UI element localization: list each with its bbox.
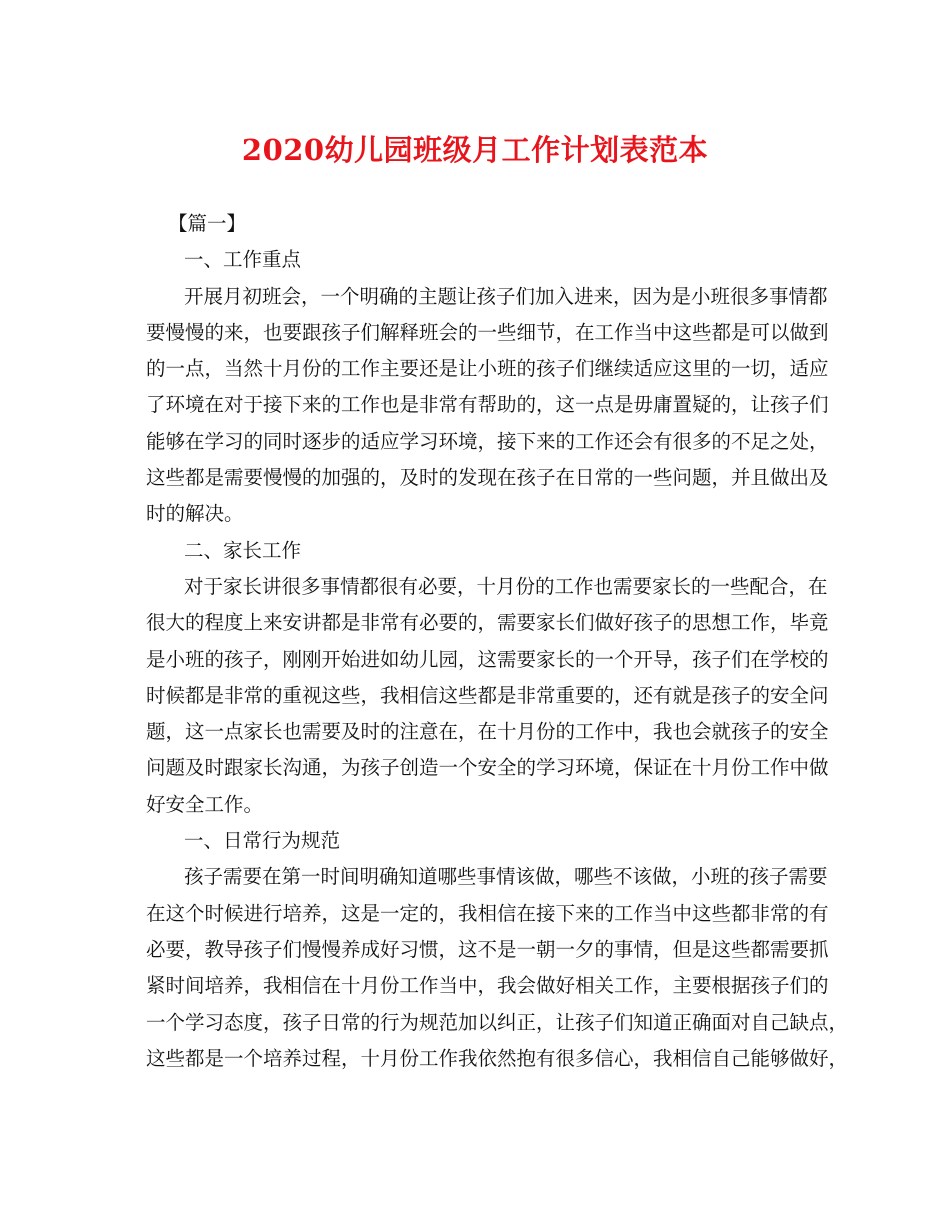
paragraph-line: 是小班的孩子，刚刚开始进如幼儿园，这需要家长的一个开导，孩子们在学校的	[146, 647, 829, 671]
paragraph-line: 在这个时候进行培养，这是一定的，我相信在接下来的工作当中这些都非常的有	[146, 901, 829, 925]
paragraph-line: 了环境在对于接下来的工作也是非常有帮助的，这一点是毋庸置疑的，让孩子们	[146, 393, 829, 417]
paragraph-line: 时的解决。	[146, 502, 244, 526]
paragraph-line: 这些都是需要慢慢的加强的，及时的发现在孩子在日常的一些问题，并且做出及	[146, 466, 829, 490]
paragraph-line: 能够在学习的同时逐步的适应学习环境，接下来的工作还会有很多的不足之处，	[146, 429, 829, 453]
paragraph-line: 孩子需要在第一时间明确知道哪些事情该做，哪些不该做，小班的孩子需要	[184, 865, 828, 889]
document-title: 2020幼儿园班级月工作计划表范本	[241, 133, 709, 167]
paragraph-line: 题，这一点家长也需要及时的注意在，在十月份的工作中，我也会就孩子的安全	[146, 720, 829, 744]
paragraph-line: 对于家长讲很多事情都很有必要，十月份的工作也需要家长的一些配合，在	[184, 574, 828, 598]
paragraph-line: 要慢慢的来，也要跟孩子们解释班会的一些细节，在工作当中这些都是可以做到	[146, 320, 829, 344]
paragraph-line: 好安全工作。	[146, 792, 264, 816]
paragraph-line: 问题及时跟家长沟通，为孩子创造一个安全的学习环境，保证在十月份工作中做	[146, 756, 829, 780]
paragraph-line: 很大的程度上来安讲都是非常有必要的，需要家长们做好孩子的思想工作，毕竟	[146, 611, 829, 635]
paragraph-line: 必要，教导孩子们慢慢养成好习惯，这不是一朝一夕的事情，但是这些都需要抓	[146, 937, 829, 961]
paragraph-line: 一个学习态度，孩子日常的行为规范加以纠正，让孩子们知道正确面对自己缺点，	[146, 1010, 849, 1034]
section-heading-daily-behavior: 一、日常行为规范	[184, 829, 341, 853]
section-heading-work-focus: 一、工作重点	[184, 248, 302, 272]
paragraph-line: 紧时间培养，我相信在十月份工作当中，我会做好相关工作，主要根据孩子们的	[146, 974, 829, 998]
paragraph-line: 的一点，当然十月份的工作主要还是让小班的孩子们继续适应这里的一切，适应	[146, 357, 829, 381]
paragraph-line: 这些都是一个培养过程，十月份工作我依然抱有很多信心，我相信自己能够做好，	[146, 1046, 849, 1070]
section-heading-parent-work: 二、家长工作	[184, 538, 302, 562]
document-body	[146, 206, 849, 1077]
part-label: 【篇一】	[168, 212, 247, 235]
paragraph-line: 时候都是非常的重视这些，我相信这些都是非常重要的，还有就是孩子的安全问	[146, 683, 829, 707]
paragraph-line: 开展月初班会，一个明确的主题让孩子们加入进来，因为是小班很多事情都	[184, 284, 828, 308]
